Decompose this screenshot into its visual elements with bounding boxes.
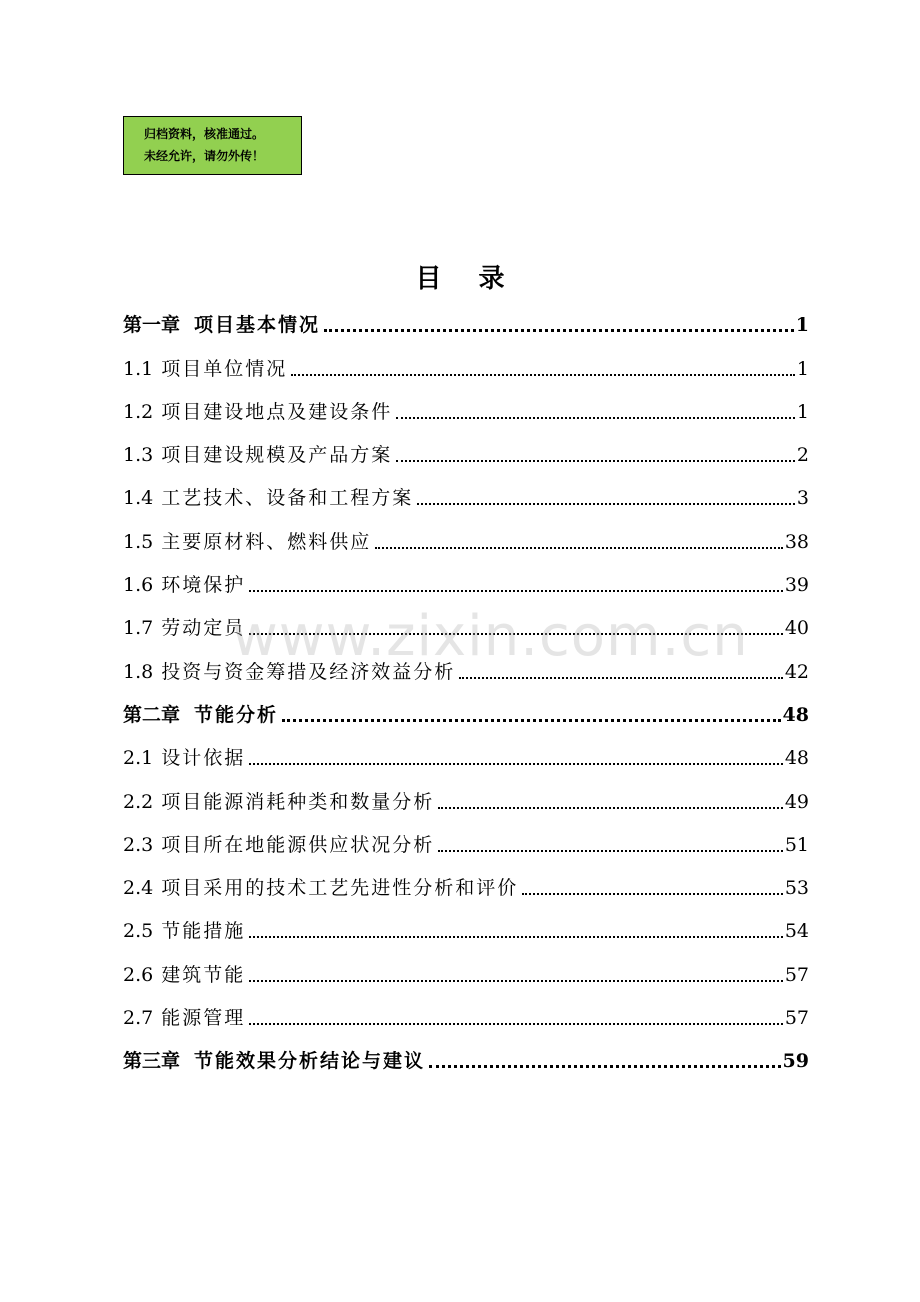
toc-entry-number: 1.8 [123, 660, 154, 683]
toc-dot-leader [459, 677, 783, 679]
toc-dot-leader [396, 460, 795, 462]
toc-entry-number: 1.3 [123, 444, 154, 467]
toc-entry-label: 节能措施 [161, 920, 246, 943]
toc-title: 目 录 [415, 264, 519, 294]
toc-entry-number: 2.4 [123, 877, 154, 900]
toc-chapter-row[interactable] [123, 1038, 809, 1081]
toc-entry-number: 1.6 [123, 574, 154, 597]
toc-entry-number: 2.6 [123, 963, 154, 986]
toc-section-row[interactable] [123, 389, 809, 432]
toc-section-row[interactable] [123, 562, 809, 605]
toc-page-number: 2 [796, 444, 809, 467]
toc-section-row[interactable] [123, 865, 809, 908]
toc-entry-number: 1.4 [123, 487, 154, 510]
toc-section-row[interactable] [123, 432, 809, 475]
toc-entry-number: 1.1 [123, 357, 154, 380]
toc-entry-number: 1.2 [123, 400, 154, 423]
stamp-line-1: 归档资料，核准通过。 [144, 127, 265, 141]
toc-page-number: 53 [784, 877, 809, 900]
toc-page-number: 42 [784, 660, 809, 683]
toc-page-number: 1 [796, 400, 809, 423]
toc-section-row[interactable] [123, 475, 809, 518]
toc-entry-number: 1.7 [123, 617, 154, 640]
toc-page-number: 48 [784, 747, 809, 770]
watermark: www.zixin.com.cn [232, 604, 749, 669]
toc-entry-label: 投资与资金筹措及经济效益分析 [161, 660, 456, 683]
toc-dot-leader [396, 417, 795, 419]
toc-dot-leader [249, 763, 783, 765]
toc-section-row[interactable] [123, 778, 809, 821]
toc-page-number: 57 [784, 1007, 809, 1030]
toc-section-row[interactable] [123, 735, 809, 778]
toc-entry-label: 环境保护 [161, 574, 246, 597]
toc-dot-leader [249, 980, 783, 982]
toc-dot-leader [282, 719, 781, 722]
toc-entry-label: 项目建设规模及产品方案 [161, 444, 393, 467]
toc-entry-number: 2.5 [123, 920, 154, 943]
toc-chapter-row[interactable] [123, 692, 809, 735]
toc-page-number: 3 [796, 487, 809, 510]
toc-page-number: 51 [784, 833, 809, 856]
toc-page-number: 1 [795, 314, 809, 337]
toc-entry-label: 项目采用的技术工艺先进性分析和评价 [161, 877, 519, 900]
toc-entry-label: 工艺技术、设备和工程方案 [161, 487, 414, 510]
toc-page-number: 38 [784, 530, 809, 553]
toc-entry-number: 2.2 [123, 790, 154, 813]
archive-stamp [123, 116, 302, 175]
toc-entry-label: 建筑节能 [161, 963, 246, 986]
toc-entry-label: 项目能源消耗种类和数量分析 [161, 790, 435, 813]
toc-entry-number: 第二章 [123, 703, 181, 726]
toc-page-number: 48 [782, 703, 809, 726]
toc-dot-leader [324, 329, 794, 332]
toc-dot-leader [249, 936, 783, 938]
toc-entry-label: 项目所在地能源供应状况分析 [161, 833, 435, 856]
toc-chapter-row[interactable] [123, 302, 809, 345]
toc-page-number: 1 [796, 357, 809, 380]
toc-entry-label: 劳动定员 [161, 617, 246, 640]
toc-entry-number: 1.5 [123, 530, 154, 553]
toc-dot-leader [375, 547, 783, 549]
toc-page-number: 59 [782, 1050, 809, 1073]
toc-dot-leader [429, 1065, 781, 1068]
toc-page-number: 57 [784, 963, 809, 986]
toc-entry-label: 设计依据 [161, 747, 246, 770]
toc-dot-leader [417, 503, 795, 505]
toc-entry-number: 2.1 [123, 747, 154, 770]
toc-section-row[interactable] [123, 518, 809, 561]
toc-section-row[interactable] [123, 648, 809, 691]
toc-entry-number: 第三章 [123, 1050, 181, 1073]
toc-entry-label: 能源管理 [161, 1007, 246, 1030]
toc-page-number: 39 [784, 574, 809, 597]
toc-dot-leader [249, 590, 783, 592]
toc-entry-number: 第一章 [123, 314, 181, 337]
toc-section-row[interactable] [123, 822, 809, 865]
toc-entry-label: 项目建设地点及建设条件 [161, 400, 393, 423]
toc-entry-label: 项目单位情况 [161, 357, 288, 380]
toc-page-number: 49 [784, 790, 809, 813]
toc-entry-label: 项目基本情况 [194, 314, 321, 337]
toc-dot-leader [522, 893, 783, 895]
toc-section-row[interactable] [123, 951, 809, 994]
toc-dot-leader [438, 807, 783, 809]
toc-entry-label: 节能分析 [194, 703, 279, 726]
toc-section-row[interactable] [123, 605, 809, 648]
toc-entry-number: 2.7 [123, 1007, 154, 1030]
toc-section-row[interactable] [123, 908, 809, 951]
toc-dot-leader [291, 374, 795, 376]
toc-page-number: 40 [784, 617, 809, 640]
table-of-contents [123, 302, 809, 1081]
toc-dot-leader [438, 850, 783, 852]
toc-entry-label: 节能效果分析结论与建议 [194, 1050, 426, 1073]
stamp-line-2: 未经允许，请勿外传！ [144, 149, 265, 163]
toc-page-number: 54 [784, 920, 809, 943]
toc-dot-leader [249, 633, 783, 635]
toc-section-row[interactable] [123, 995, 809, 1038]
toc-dot-leader [249, 1023, 783, 1025]
toc-entry-label: 主要原材料、燃料供应 [161, 530, 372, 553]
toc-entry-number: 2.3 [123, 833, 154, 856]
toc-section-row[interactable] [123, 345, 809, 388]
